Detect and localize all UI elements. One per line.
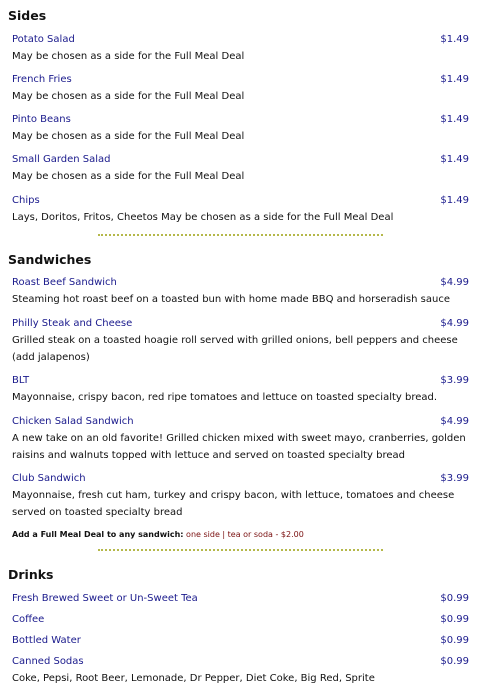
item-price: $1.49 bbox=[440, 114, 469, 125]
item-description: Steaming hot roast beef on a toasted bun with home made BBQ and horseradish sauce bbox=[12, 294, 450, 305]
item-description: Mayonnaise, crispy bacon, red ripe tomatoes and lettuce on toasted specialty bread. bbox=[12, 392, 438, 403]
section-title-sandwiches: Sandwiches bbox=[8, 252, 92, 267]
item-name[interactable]: Pinto Beans bbox=[12, 114, 71, 125]
item-price: $4.99 bbox=[440, 318, 469, 329]
item-name[interactable]: Roast Beef Sandwich bbox=[12, 277, 117, 288]
item-name[interactable]: Bottled Water bbox=[12, 635, 81, 646]
item-price: $1.49 bbox=[440, 195, 469, 206]
list-item bbox=[8, 614, 469, 625]
list-item bbox=[8, 318, 469, 366]
list-item bbox=[8, 375, 469, 406]
item-description: May be chosen as a side for the Full Meal Deal bbox=[12, 51, 245, 62]
list-item bbox=[8, 34, 469, 65]
item-description: May be chosen as a side for the Full Meal Deal bbox=[12, 171, 245, 182]
item-description: Lays, Doritos, Fritos, Cheetos May be chosen as a side for the Full Meal Deal bbox=[12, 212, 394, 223]
item-name[interactable]: Potato Salad bbox=[12, 34, 75, 45]
item-name[interactable]: Chips bbox=[12, 195, 40, 206]
list-item bbox=[8, 277, 469, 308]
sides-section bbox=[8, 6, 469, 223]
item-name[interactable]: Canned Sodas bbox=[12, 656, 84, 667]
section-title-sides: Sides bbox=[8, 8, 47, 23]
item-name[interactable]: Fresh Brewed Sweet or Un-Sweet Tea bbox=[12, 593, 198, 604]
item-price: $0.99 bbox=[440, 635, 469, 646]
section-title-drinks: Drinks bbox=[8, 567, 54, 582]
section-divider bbox=[98, 549, 383, 551]
item-name[interactable]: French Fries bbox=[12, 74, 72, 85]
meal-deal-note bbox=[8, 530, 469, 539]
item-price: $1.49 bbox=[440, 154, 469, 165]
list-item bbox=[8, 74, 469, 105]
drinks-section bbox=[8, 565, 469, 684]
meal-deal-label: Add a Full Meal Deal to any sandwich: bbox=[12, 530, 184, 539]
item-description: May be chosen as a side for the Full Meal Deal bbox=[12, 91, 245, 102]
item-price: $1.49 bbox=[440, 74, 469, 85]
list-item bbox=[8, 154, 469, 185]
item-price: $0.99 bbox=[440, 593, 469, 604]
item-name[interactable]: Chicken Salad Sandwich bbox=[12, 416, 134, 427]
list-item bbox=[8, 416, 469, 464]
item-price: $4.99 bbox=[440, 277, 469, 288]
item-description: Mayonnaise, fresh cut ham, turkey and crispy bacon, with lettuce, tomatoes and cheese served on toasted specialty bread bbox=[12, 490, 455, 518]
sandwiches-section bbox=[8, 250, 469, 539]
item-price: $1.49 bbox=[440, 34, 469, 45]
item-description: A new take on an old favorite! Grilled chicken mixed with sweet mayo, cranberries, golden raisins and walnuts topped with lettuce and served on toasted specialty bread bbox=[12, 433, 466, 461]
section-divider bbox=[98, 234, 383, 236]
item-price: $0.99 bbox=[440, 614, 469, 625]
item-name[interactable]: BLT bbox=[12, 375, 30, 386]
item-name[interactable]: Club Sandwich bbox=[12, 473, 86, 484]
meal-deal-detail: one side | tea or soda - $2.00 bbox=[186, 530, 304, 539]
list-item bbox=[8, 473, 469, 521]
item-description: Coke, Pepsi, Root Beer, Lemonade, Dr Pepper, Diet Coke, Big Red, Sprite bbox=[12, 673, 375, 684]
list-item bbox=[8, 195, 469, 226]
list-item bbox=[8, 114, 469, 145]
item-price: $3.99 bbox=[440, 473, 469, 484]
item-name[interactable]: Small Garden Salad bbox=[12, 154, 111, 165]
item-description: Grilled steak on a toasted hoagie roll served with grilled onions, bell peppers and cheese (add jalapenos) bbox=[12, 335, 458, 363]
item-name[interactable]: Philly Steak and Cheese bbox=[12, 318, 133, 329]
item-description: May be chosen as a side for the Full Meal Deal bbox=[12, 131, 245, 142]
item-price: $3.99 bbox=[440, 375, 469, 386]
list-item bbox=[8, 635, 469, 646]
list-item bbox=[8, 656, 469, 687]
item-name[interactable]: Coffee bbox=[12, 614, 45, 625]
item-price: $0.99 bbox=[440, 656, 469, 667]
list-item bbox=[8, 593, 469, 604]
item-price: $4.99 bbox=[440, 416, 469, 427]
